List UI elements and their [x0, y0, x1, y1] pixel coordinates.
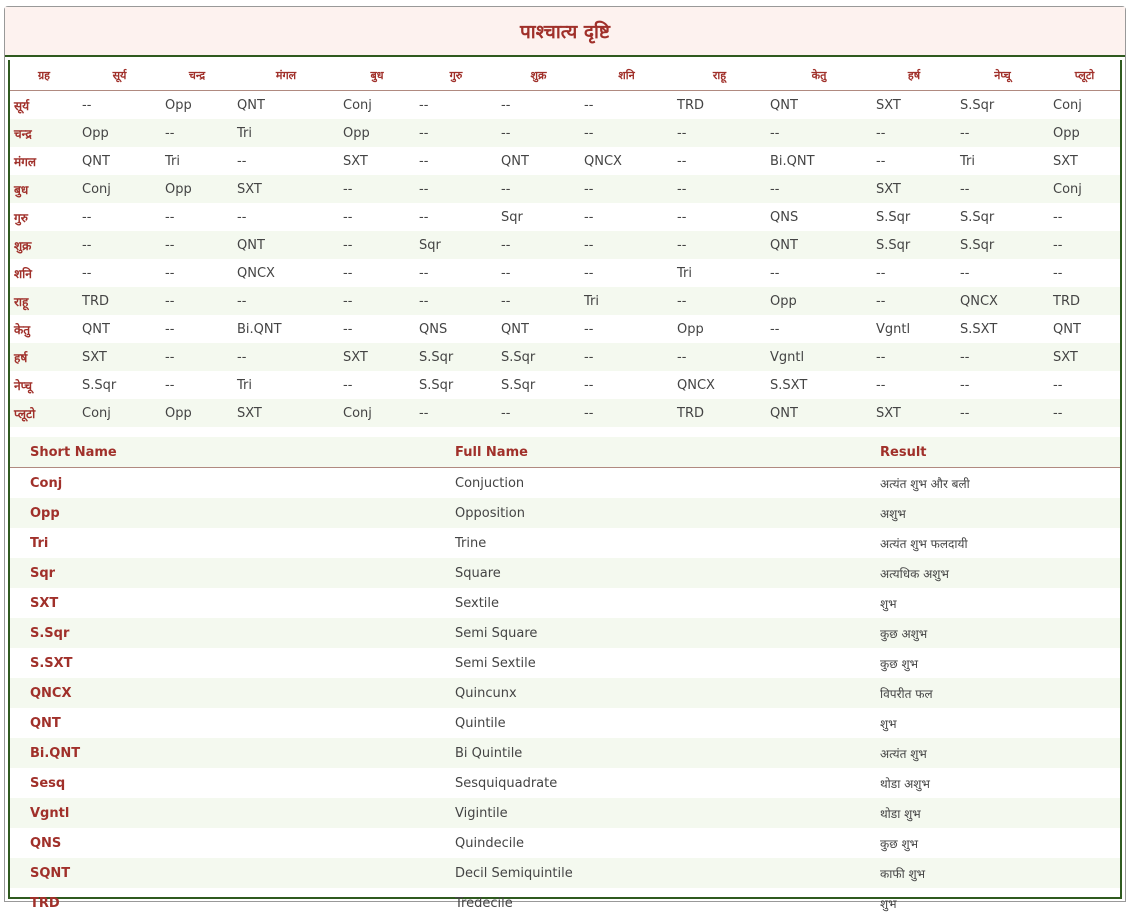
legend-full-name: Bi Quintile: [435, 738, 860, 768]
aspect-header-cell: प्लूटो: [1049, 60, 1120, 91]
aspect-cell: --: [580, 231, 673, 259]
aspect-row: [10, 231, 1120, 259]
legend-short-name: QNCX: [10, 678, 435, 708]
legend-header-full: Full Name: [435, 437, 860, 468]
aspect-cell: --: [237, 153, 247, 169]
aspect-cell: Conj: [1053, 97, 1082, 113]
aspect-cell: --: [956, 119, 1049, 147]
legend-row: [10, 738, 1120, 768]
aspect-cell: S.Sqr: [960, 209, 995, 225]
aspect-cell: --: [677, 153, 687, 169]
aspect-cell: --: [584, 97, 594, 113]
page-title: पाश्चात्य दृष्टि: [519, 21, 611, 43]
aspect-header-cell: शुक्र: [497, 60, 580, 91]
aspect-row: [10, 119, 1120, 147]
aspect-cell: S.SXT: [770, 377, 808, 393]
aspect-cell: S.Sqr: [960, 97, 995, 113]
aspect-cell: --: [872, 343, 956, 371]
aspect-cell: S.SXT: [960, 321, 998, 337]
aspect-cell: --: [876, 377, 886, 393]
legend-result: अत्यधिक अशुभ: [860, 558, 1120, 588]
legend-row: [10, 648, 1120, 678]
aspect-cell: SXT: [233, 399, 339, 427]
aspect-cell: Opp: [1049, 119, 1120, 147]
aspect-header-cell: सूर्य: [78, 60, 161, 91]
aspect-row: [10, 399, 1120, 427]
legend-result: कुछ अशुभ: [860, 618, 1120, 648]
aspect-header-cell: हर्ष: [872, 60, 956, 91]
legend-header-result: Result: [860, 437, 1120, 468]
aspect-cell: --: [165, 265, 175, 281]
legend-row: [10, 558, 1120, 588]
aspect-cell: --: [78, 231, 161, 259]
aspect-cell: --: [956, 175, 1049, 203]
legend-short-name: Sqr: [10, 558, 435, 588]
aspect-cell: Bi.QNT: [237, 321, 282, 337]
legend-full-name: Decil Semiquintile: [435, 858, 860, 888]
aspect-cell: QNT: [501, 321, 529, 337]
aspect-cell: --: [419, 97, 429, 113]
aspect-header-cell: मंगल: [233, 60, 339, 91]
aspect-cell: QNT: [766, 231, 872, 259]
aspect-cell: Sqr: [501, 209, 523, 225]
aspect-header-cell: नेप्चू: [956, 60, 1049, 91]
aspect-cell: --: [673, 231, 766, 259]
aspect-cell: Opp: [161, 175, 233, 203]
aspect-cell: Conj: [78, 399, 161, 427]
title-bar: [5, 7, 1125, 57]
aspect-cell: --: [766, 175, 872, 203]
aspect-row: [10, 343, 1120, 371]
legend-header-row: [10, 437, 1120, 468]
legend-short-name: Conj: [30, 475, 63, 491]
aspect-row: [10, 287, 1120, 315]
legend-full-name: Quincunx: [435, 678, 860, 708]
aspect-cell: QNS: [770, 209, 799, 225]
legend-row: [10, 798, 1120, 828]
legend-result: अत्यंत शुभ और बली: [880, 476, 970, 491]
aspect-cell: --: [161, 287, 233, 315]
legend-full-name: Sesquiquadrate: [455, 775, 558, 791]
aspect-cell: --: [343, 209, 353, 225]
aspect-cell: Opp: [677, 321, 704, 337]
legend-full-name: Sextile: [455, 595, 500, 611]
legend-full-name: Tredecile: [455, 895, 513, 911]
legend-short-name: Sesq: [30, 775, 66, 791]
section-spacer: [10, 427, 1120, 437]
aspect-header-cell: केतु: [766, 60, 872, 91]
aspect-cell: Conj: [1049, 175, 1120, 203]
aspect-cell: S.Sqr: [876, 209, 911, 225]
aspect-cell: --: [872, 119, 956, 147]
legend-short-name: Tri: [30, 535, 49, 551]
aspect-cell: --: [415, 175, 497, 203]
aspect-cell: S.Sqr: [419, 377, 454, 393]
aspect-cell: --: [766, 119, 872, 147]
aspect-cell: QNT: [1053, 321, 1081, 337]
aspect-header-cell: राहू: [673, 60, 766, 91]
aspect-cell: Vgntl: [876, 321, 911, 337]
aspect-cell: --: [1053, 209, 1063, 225]
aspect-cell: Opp: [339, 119, 415, 147]
aspect-cell: --: [161, 119, 233, 147]
aspect-cell: --: [580, 343, 673, 371]
legend-result: अत्यंत शुभ फलदायी: [880, 536, 968, 551]
legend-short-name: Bi.QNT: [10, 738, 435, 768]
aspect-cell: --: [584, 321, 594, 337]
aspect-cell: QNCX: [237, 265, 275, 281]
aspect-cell: --: [233, 287, 339, 315]
aspect-row: [10, 91, 1120, 120]
legend-row: [10, 468, 1120, 499]
aspect-cell: SXT: [872, 175, 956, 203]
aspect-cell: --: [419, 153, 429, 169]
aspect-row: [10, 147, 1120, 175]
aspect-cell: --: [673, 343, 766, 371]
aspect-cell: --: [343, 265, 353, 281]
aspect-header-cell: चन्द्र: [161, 60, 233, 91]
aspect-header-planet: ग्रह: [10, 60, 78, 91]
aspect-cell: --: [956, 343, 1049, 371]
aspect-cell: Opp: [161, 399, 233, 427]
aspect-cell: Tri: [237, 377, 252, 393]
aspect-cell: SXT: [343, 153, 368, 169]
aspect-cell: SXT: [872, 399, 956, 427]
legend-row: [10, 528, 1120, 558]
aspect-cell: S.Sqr: [501, 377, 536, 393]
aspect-row-planet: गुरु: [14, 210, 28, 225]
aspect-cell: --: [584, 209, 594, 225]
aspect-cell: QNCX: [584, 153, 622, 169]
aspect-row-planet: सूर्य: [14, 98, 30, 113]
aspect-cell: --: [501, 97, 511, 113]
legend-result: काफी शुभ: [860, 858, 1120, 888]
aspect-cell: QNCX: [956, 287, 1049, 315]
aspect-cell: QNT: [82, 153, 110, 169]
aspect-cell: SXT: [876, 97, 901, 113]
legend-full-name: Square: [435, 558, 860, 588]
legend-full-name: Trine: [455, 535, 487, 551]
aspect-cell: S.Sqr: [82, 377, 117, 393]
aspect-cell: Opp: [165, 97, 192, 113]
legend-short-name: TRD: [30, 895, 60, 911]
aspect-header-row: [10, 60, 1120, 91]
aspect-cell: --: [960, 265, 970, 281]
legend-result: विपरीत फल: [860, 678, 1120, 708]
legend-result: शुभ: [880, 716, 897, 731]
aspect-cell: --: [1049, 399, 1120, 427]
aspect-cell: --: [770, 265, 780, 281]
legend-row: [10, 858, 1120, 888]
aspect-cell: TRD: [1049, 287, 1120, 315]
legend-result: थोडा अशुभ: [880, 776, 930, 791]
aspect-row: [10, 315, 1120, 343]
aspect-cell: --: [339, 175, 415, 203]
legend-table: [10, 437, 1120, 918]
aspect-row-planet: शनि: [14, 266, 32, 281]
aspect-cell: --: [237, 209, 247, 225]
legend-full-name: Quintile: [455, 715, 506, 731]
aspect-cell: SXT: [233, 175, 339, 203]
aspect-cell: Vgntl: [766, 343, 872, 371]
aspect-cell: --: [876, 265, 886, 281]
aspect-cell: SXT: [1049, 343, 1120, 371]
legend-short-name: QNT: [30, 715, 61, 731]
legend-result: थोडा शुभ: [860, 798, 1120, 828]
aspect-header-cell: बुध: [339, 60, 415, 91]
aspect-row-planet: राहू: [10, 287, 78, 315]
aspect-cell: --: [501, 265, 511, 281]
aspect-cell: --: [497, 119, 580, 147]
aspect-cell: --: [419, 265, 429, 281]
legend-header-short: Short Name: [10, 437, 435, 468]
aspect-cell: Sqr: [415, 231, 497, 259]
aspect-cell: --: [339, 231, 415, 259]
aspect-cell: --: [165, 209, 175, 225]
aspect-cell: QNT: [82, 321, 110, 337]
legend-short-name: Vgntl: [10, 798, 435, 828]
aspect-cell: QNCX: [677, 377, 715, 393]
legend-full-name: Semi Sextile: [455, 655, 536, 671]
aspect-cell: --: [673, 119, 766, 147]
aspect-cell: Tri: [960, 153, 975, 169]
aspect-cell: QNT: [770, 97, 798, 113]
aspect-cell: --: [343, 321, 353, 337]
aspect-cell: --: [673, 175, 766, 203]
legend-row: [10, 888, 1120, 918]
aspect-cell: Tri: [580, 287, 673, 315]
aspect-row-planet: केतु: [14, 322, 31, 337]
legend-full-name: Semi Square: [435, 618, 860, 648]
aspect-row-planet: बुध: [10, 175, 78, 203]
aspect-cell: QNS: [419, 321, 448, 337]
aspect-cell: --: [580, 119, 673, 147]
aspect-cell: --: [956, 399, 1049, 427]
aspect-row-planet: प्लूटो: [10, 399, 78, 427]
aspect-header-cell: गुरु: [415, 60, 497, 91]
legend-result: कुछ शुभ: [880, 836, 919, 851]
aspect-cell: --: [161, 231, 233, 259]
legend-row: [10, 588, 1120, 618]
aspect-cell: --: [584, 265, 594, 281]
aspect-cell: TRD: [673, 399, 766, 427]
aspect-cell: SXT: [1053, 153, 1078, 169]
panel-content: [8, 60, 1122, 911]
aspect-row: [10, 203, 1120, 231]
legend-result: शुभ: [880, 596, 897, 611]
aspect-cell: --: [677, 209, 687, 225]
aspect-cell: Opp: [766, 287, 872, 315]
aspect-cell: --: [165, 377, 175, 393]
aspect-header-cell: शनि: [580, 60, 673, 91]
legend-full-name: Vigintile: [435, 798, 860, 828]
legend-short-name: Opp: [10, 498, 435, 528]
aspect-cell: Conj: [78, 175, 161, 203]
aspect-row: [10, 371, 1120, 399]
aspect-cell: --: [497, 175, 580, 203]
aspect-cell: S.Sqr: [956, 231, 1049, 259]
aspect-cell: Bi.QNT: [770, 153, 815, 169]
aspect-cell: Tri: [233, 119, 339, 147]
aspect-cell: --: [82, 265, 92, 281]
aspect-cell: --: [415, 119, 497, 147]
aspect-cell: QNT: [233, 231, 339, 259]
aspect-cell: QNT: [237, 97, 265, 113]
aspect-cell: QNT: [501, 153, 529, 169]
aspect-cell: --: [1049, 231, 1120, 259]
aspect-cell: --: [960, 377, 970, 393]
aspect-cell: Conj: [343, 97, 372, 113]
aspect-cell: Tri: [165, 153, 180, 169]
legend-full-name: Quindecile: [455, 835, 524, 851]
legend-result: अत्यंत शुभ: [860, 738, 1120, 768]
aspect-cell: --: [82, 97, 92, 113]
legend-short-name: QNS: [30, 835, 62, 851]
legend-result: शुभ: [880, 896, 897, 911]
legend-result: अशुभ: [860, 498, 1120, 528]
aspect-cell: --: [497, 399, 580, 427]
aspect-cell: S.Sqr: [415, 343, 497, 371]
legend-short-name: S.SXT: [30, 655, 73, 671]
aspect-cell: --: [415, 287, 497, 315]
aspect-cell: --: [580, 399, 673, 427]
aspect-cell: S.Sqr: [497, 343, 580, 371]
aspect-cell: TRD: [78, 287, 161, 315]
aspect-row-planet: नेप्चू: [14, 378, 32, 393]
legend-full-name: Conjuction: [455, 475, 525, 491]
aspect-cell: Conj: [339, 399, 415, 427]
legend-short-name: SXT: [30, 595, 59, 611]
legend-row: [10, 618, 1120, 648]
aspect-cell: S.Sqr: [872, 231, 956, 259]
aspect-cell: SXT: [339, 343, 415, 371]
aspect-row-planet: शुक्र: [10, 231, 78, 259]
legend-full-name: Opposition: [435, 498, 860, 528]
aspect-cell: --: [497, 287, 580, 315]
aspect-cell: --: [584, 377, 594, 393]
aspect-row-planet: हर्ष: [10, 343, 78, 371]
aspect-cell: --: [415, 399, 497, 427]
aspect-cell: --: [580, 175, 673, 203]
aspect-cell: TRD: [677, 97, 704, 113]
legend-row: [10, 768, 1120, 798]
aspect-cell: --: [339, 287, 415, 315]
legend-short-name: SQNT: [10, 858, 435, 888]
aspect-cell: --: [673, 287, 766, 315]
legend-row: [10, 828, 1120, 858]
aspect-cell: --: [872, 287, 956, 315]
aspect-cell: --: [497, 231, 580, 259]
aspect-cell: --: [770, 321, 780, 337]
legend-result: कुछ शुभ: [880, 656, 919, 671]
aspect-cell: --: [343, 377, 353, 393]
aspect-row-planet: चन्द्र: [10, 119, 78, 147]
aspect-cell: --: [82, 209, 92, 225]
aspect-cell: Tri: [677, 265, 692, 281]
legend-row: [10, 498, 1120, 528]
aspect-table: [10, 60, 1120, 427]
aspect-cell: --: [233, 343, 339, 371]
aspect-row: [10, 259, 1120, 287]
aspect-cell: Opp: [78, 119, 161, 147]
aspect-cell: SXT: [78, 343, 161, 371]
aspect-row-planet: मंगल: [14, 154, 37, 169]
aspect-cell: --: [165, 321, 175, 337]
aspect-cell: --: [1053, 265, 1063, 281]
legend-short-name: S.Sqr: [10, 618, 435, 648]
western-aspect-panel: [4, 6, 1126, 911]
aspect-cell: --: [876, 153, 886, 169]
aspect-row: [10, 175, 1120, 203]
aspect-cell: QNT: [766, 399, 872, 427]
legend-row: [10, 708, 1120, 738]
aspect-cell: --: [1053, 377, 1063, 393]
aspect-cell: --: [419, 209, 429, 225]
legend-row: [10, 678, 1120, 708]
aspect-cell: --: [161, 343, 233, 371]
